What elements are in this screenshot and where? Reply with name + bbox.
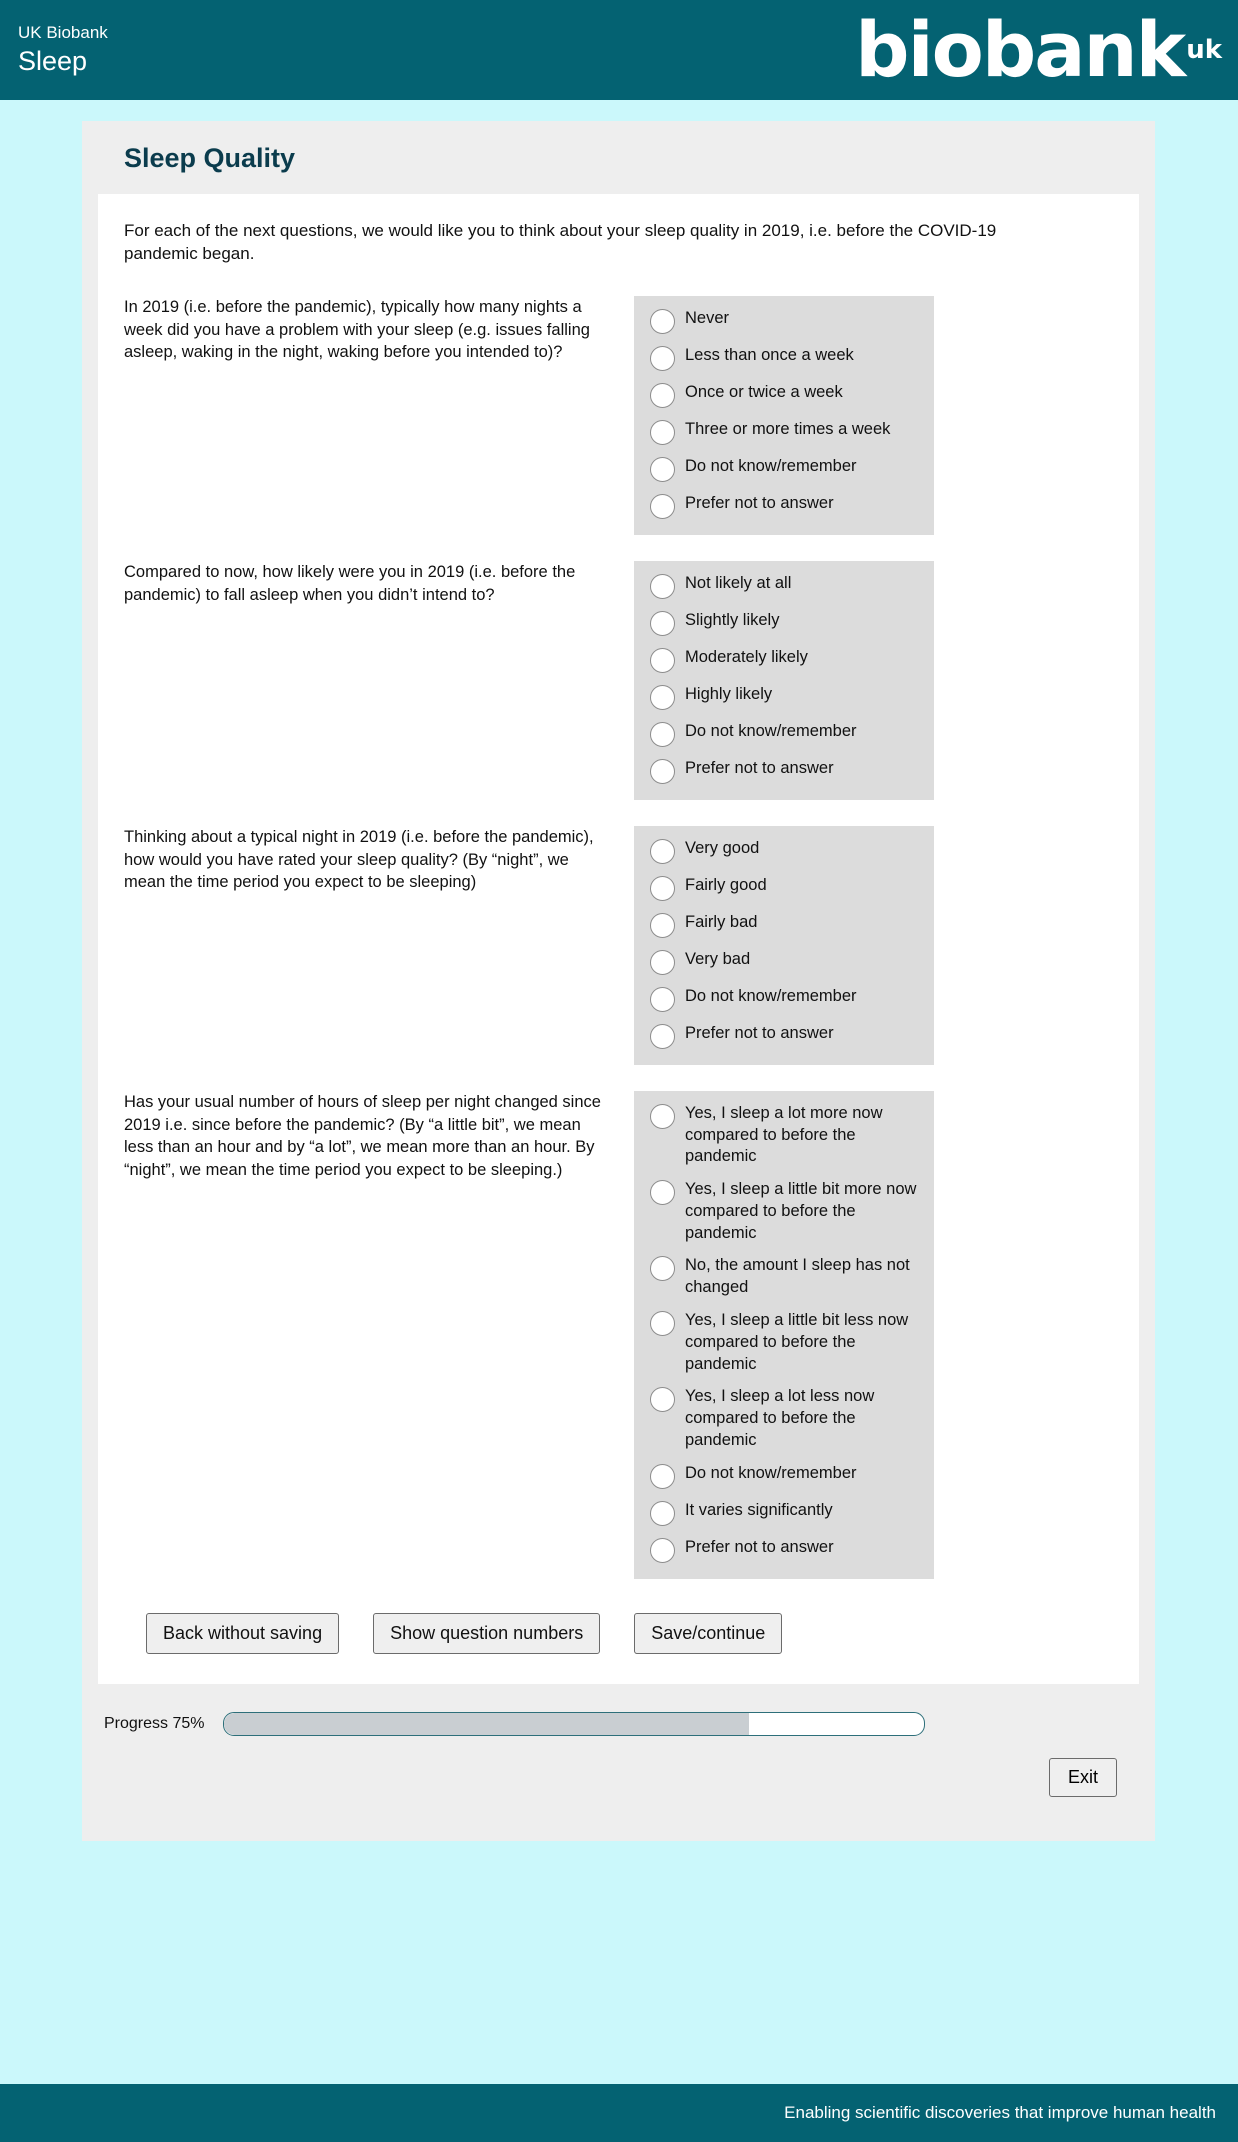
radio-icon[interactable] [650, 309, 675, 334]
progress-row [104, 1712, 1155, 1736]
radio-icon[interactable] [650, 648, 675, 673]
option-label: Do not know/remember [685, 1463, 857, 1482]
question-text: Compared to now, how likely were you in 2019 (i.e. before the pandemic) to fall asleep when you didn’t intend to? [124, 562, 576, 604]
logo-superscript: uk [1186, 35, 1222, 65]
radio-icon[interactable] [650, 1256, 675, 1281]
radio-icon[interactable] [650, 1311, 675, 1336]
option-label: Yes, I sleep a little bit less now compared to before the pandemic [685, 1311, 909, 1373]
radio-icon[interactable] [650, 987, 675, 1012]
option-row[interactable] [650, 419, 920, 445]
exit-button[interactable]: Exit [1049, 1758, 1117, 1797]
option-label: Do not know/remember [685, 721, 857, 740]
option-row[interactable] [650, 345, 920, 371]
option-row[interactable] [650, 684, 920, 710]
option-row[interactable] [650, 1023, 920, 1049]
radio-icon[interactable] [650, 1538, 675, 1563]
option-label: Very bad [685, 949, 751, 968]
brand-block [18, 23, 108, 78]
option-row[interactable] [650, 1463, 920, 1489]
biobank-logo [678, 0, 1238, 100]
save-continue-button[interactable]: Save/continue [634, 1613, 782, 1654]
option-row[interactable] [650, 456, 920, 482]
option-row[interactable] [650, 1103, 920, 1168]
radio-icon[interactable] [650, 685, 675, 710]
option-row[interactable] [650, 573, 920, 599]
option-label: Never [685, 308, 730, 327]
option-label: Less than once a week [685, 345, 854, 364]
progress-label: Progress 75% [104, 1714, 205, 1732]
radio-icon[interactable] [650, 1387, 675, 1412]
radio-icon[interactable] [650, 722, 675, 747]
option-row[interactable] [650, 912, 920, 938]
option-label: Yes, I sleep a lot less now compared to before the pandemic [685, 1387, 875, 1449]
option-label: Yes, I sleep a little bit more now compared to before the pandemic [685, 1180, 917, 1242]
radio-icon[interactable] [650, 950, 675, 975]
option-group [634, 296, 934, 535]
question-block [124, 296, 1115, 535]
radio-icon[interactable] [650, 913, 675, 938]
option-label: Highly likely [685, 684, 773, 703]
option-row[interactable] [650, 610, 920, 636]
option-label: Prefer not to answer [685, 1537, 834, 1556]
option-label: Prefer not to answer [685, 493, 834, 512]
question-block [124, 561, 1115, 800]
page-title: Sleep Quality [124, 143, 296, 173]
option-group [634, 1091, 934, 1579]
radio-icon[interactable] [650, 611, 675, 636]
option-row[interactable] [650, 1179, 920, 1244]
option-label: Do not know/remember [685, 456, 857, 475]
footer-tagline: Enabling scientific discoveries that improve human health [784, 2103, 1216, 2122]
option-row[interactable] [650, 493, 920, 519]
progress-bar [223, 1712, 925, 1736]
exit-row [82, 1758, 1117, 1797]
radio-icon[interactable] [650, 574, 675, 599]
radio-icon[interactable] [650, 1024, 675, 1049]
option-label: Once or twice a week [685, 382, 843, 401]
option-group [634, 561, 934, 800]
option-label: Prefer not to answer [685, 758, 834, 777]
radio-icon[interactable] [650, 839, 675, 864]
org-name: UK Biobank [18, 22, 108, 42]
option-label: It varies significantly [685, 1500, 833, 1519]
section-name: Sleep [18, 46, 88, 77]
option-row[interactable] [650, 721, 920, 747]
radio-icon[interactable] [650, 383, 675, 408]
option-row[interactable] [650, 875, 920, 901]
question-form [98, 194, 1139, 1684]
option-row[interactable] [650, 838, 920, 864]
radio-icon[interactable] [650, 420, 675, 445]
question-block [124, 826, 1115, 1065]
radio-icon[interactable] [650, 876, 675, 901]
back-without-saving-button[interactable]: Back without saving [146, 1613, 339, 1654]
option-row[interactable] [650, 986, 920, 1012]
option-row[interactable] [650, 1537, 920, 1563]
question-text: Has your usual number of hours of sleep per night changed since 2019 i.e. since before the pandemic? (By “a little bit”, we mean less than an hour and by “a lot”, we mean more than an hour. By “night”, we mean the time period you expect to be sleeping.) [124, 1092, 601, 1180]
site-header [0, 0, 1238, 100]
option-row[interactable] [650, 308, 920, 334]
option-row[interactable] [650, 1255, 920, 1299]
option-label: Yes, I sleep a lot more now compared to before the pandemic [685, 1103, 883, 1166]
option-group [634, 826, 934, 1065]
question-text: In 2019 (i.e. before the pandemic), typically how many nights a week did you have a problem with your sleep (e.g. issues falling asleep, waking in the night, waking before you intended to)? [124, 297, 590, 362]
option-label: Very good [685, 838, 760, 857]
radio-icon[interactable] [650, 1180, 675, 1205]
radio-icon[interactable] [650, 494, 675, 519]
option-row[interactable] [650, 1386, 920, 1451]
show-question-numbers-button[interactable]: Show question numbers [373, 1613, 600, 1654]
option-label: Not likely at all [685, 573, 792, 592]
radio-icon[interactable] [650, 1501, 675, 1526]
question-text: Thinking about a typical night in 2019 (i.e. before the pandemic), how would you have rated your sleep quality? (By “night”, we mean the time period you expect to be sleeping) [124, 827, 594, 892]
option-label: Do not know/remember [685, 986, 857, 1005]
option-row[interactable] [650, 1500, 920, 1526]
option-label: No, the amount I sleep has not changed [685, 1256, 910, 1297]
option-label: Three or more times a week [685, 419, 891, 438]
radio-icon[interactable] [650, 759, 675, 784]
option-row[interactable] [650, 1310, 920, 1375]
progress-fill [224, 1713, 749, 1735]
logo-wordmark: biobank [855, 5, 1185, 94]
option-label: Slightly likely [685, 610, 780, 629]
option-label: Fairly bad [685, 912, 758, 931]
question-block [124, 1091, 1115, 1579]
radio-icon[interactable] [650, 1104, 675, 1129]
option-label: Moderately likely [685, 647, 808, 666]
radio-icon[interactable] [650, 346, 675, 371]
form-actions [146, 1613, 1115, 1654]
option-row[interactable] [650, 382, 920, 408]
questionnaire-panel [82, 121, 1155, 1841]
site-footer [0, 2084, 1238, 2142]
radio-icon[interactable] [650, 1464, 675, 1489]
radio-icon[interactable] [650, 457, 675, 482]
option-label: Fairly good [685, 875, 767, 894]
option-row[interactable] [650, 949, 920, 975]
option-row[interactable] [650, 758, 920, 784]
option-row[interactable] [650, 647, 920, 673]
intro-text: For each of the next questions, we would like you to think about your sleep quality in 2019, i.e. before the COVID-19 pandemic began. [124, 221, 997, 263]
option-label: Prefer not to answer [685, 1023, 834, 1042]
